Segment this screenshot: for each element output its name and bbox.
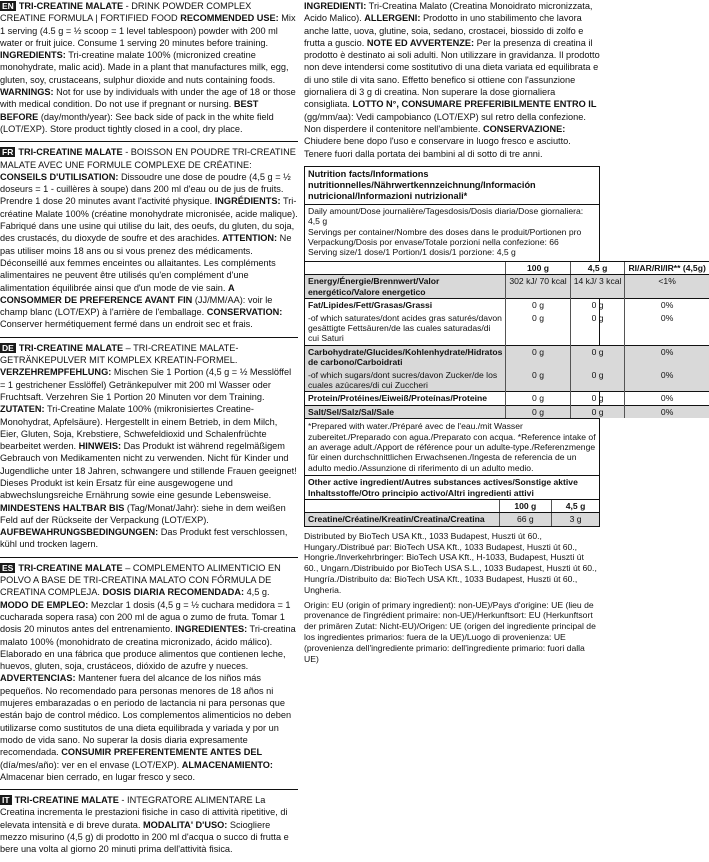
heading-it-lot: LOTTO N°, CONSUMARE PREFERIBILMENTE ENTRO IL (352, 99, 597, 110)
other-col-4-5g: 4,5 g (552, 500, 599, 513)
nutrient-value-100g: 0 g (506, 345, 570, 368)
nutrient-label: Energy/Énergie/Brennwert/Valor energético/Valore energetico (305, 275, 506, 299)
text-it-4: Prodotto in uno stabilimento che lavora anche latte, uova, glutine, soia, sedano, crostacei, biossido di zolfo e frutta a guscio. (304, 13, 584, 48)
text-fr-3: Tri-créatine Malate 100% (créatine monohydrate micronisée, acide malique). Fabriqué dans une usine qui utilise du lait, des oeufs, du gluten, du soja, des crustacés, du dioxyde de soufre et des arachides. (0, 196, 298, 244)
heading-es-warnings: ADVERTENCIAS: (0, 673, 76, 684)
header-blank (305, 500, 499, 513)
text-en-5: (day/month/year): See back side of pack in the white field (LOT/EXP). Store product tightly closed in a cool, dry place. (0, 111, 274, 134)
nutrient-value-100g: 0 g (506, 392, 570, 405)
nutrition-row (305, 275, 709, 299)
nutrient-value-4-5g: 14 kJ/ 3 kcal (570, 275, 625, 299)
serving-size: Serving size/1 dose/1 Portion/1 dosis/1 porzione: 4,5 g (308, 247, 516, 258)
text-es-5: Mantener fuera del alcance de los niños más pequeños. No recomendado para personas menores de 18 años ni mujeres embarazadas o en periodo de lactancia ni para personas que están bajo de control médico. Los complementos alimenticios no deben utilizarse como sustitutos de una dieta equilibrada y variada y por un modo de vida sano. No superar la dosis diaria expresamente recomendada. (0, 673, 292, 758)
text-en-3: Tri-creatine malate 100% (micronized creatine monohydrate, malic acid). Made in a plant that manufactures milk, egg, gluten, soy, crustaceans, sulphur dioxide and nuts containing foods. (0, 50, 289, 85)
nutrient-value-4-5g: 0 g (570, 345, 625, 368)
lang-badge-it: IT (2, 795, 10, 806)
text-de-3: Tri-Creatine Malate 100% (mikronisiertes Creatine-Monohydrat, Apfelsäure). Hergestellt in einem Betrieb, in dem Milch, Eier, Gluten, Soja, Krebstiere, Schwefeldioxid und Schalenfrüchte bearbeitet werden. (0, 404, 278, 452)
heading-it-ingredients: INGREDIENTI: (304, 1, 367, 11)
servings-per-container: Servings per container/Nombre des doses dans le produit/Portionen pro Verpackung/Dosis por envase/Totale porzioni nella confezione: 66 (308, 226, 582, 248)
text-it-1: - INTEGRATORE ALIMENTARE La Creatina incrementa le prestazioni fisiche in caso di attività ripetitive, di elevata intensità e di breve durata. (0, 795, 288, 830)
heading-es-ingredients: INGREDIENTES: (175, 624, 248, 635)
text-it-5: Per la presenza di creatina il prodotto è destinato ai soli adulti. Non utilizzare in gravidanza. Il prodotto non deve intendersi come sostitutivo di una dieta variata ed equilibrata e di uno stile di vita sano. Effetto benefico si ottiene con l'assunzione giornaliera di 3 g di creatina. Non superare la dose giornaliera consigliata. (304, 37, 600, 110)
heading-fr-ingredients: INGRÉDIENTS: (214, 196, 281, 207)
section-de (0, 342, 298, 551)
heading-es-daily-dose: DOSIS DIARIA RECOMENDADA: (102, 587, 245, 598)
other-active-heading-row (305, 476, 599, 500)
divider (0, 337, 298, 338)
nutrition-heading: Nutrition facts/Informations nutritionnelles/Nährwertkennzeichnung/Información nutricional/Informazioni nutrizionali* (305, 167, 599, 205)
nutrient-value-4-5g: 0 g (570, 312, 625, 346)
text-it-6: (gg/mm/aa): Vedi campobianco (LOT/EXP) sul retro della confezione. Non disperdere il contenitore nell'ambiente. (304, 111, 586, 134)
heading-fr-best-before: A CONSOMMER DE PREFERENCE AVANT FIN (0, 282, 235, 305)
text-de-1: – TRI-CREATINE MALATE-GETRÄNKEPULVER MIT KOMPLEX KREATIN-FORMEL. (0, 342, 239, 366)
lang-badge-de: DE (2, 342, 14, 353)
text-fr-5: (JJ/MM/AA): voir le champ blanc (LOT/EXP) à l'arrière de l'emballage. (0, 294, 273, 318)
lang-badge-en: EN (2, 1, 14, 11)
nutrient-value-100g: 0 g (506, 312, 570, 346)
heading-es-best-before: CONSUMIR PREFERENTEMENTE ANTES DEL (61, 747, 263, 758)
nutrition-table-header (305, 261, 709, 274)
nutrient-value-100g: 302 kJ/ 70 kcal (506, 275, 570, 299)
heading-en-ingredients: INGREDIENTS: (0, 50, 66, 61)
nutrient-ri: 0% (625, 392, 709, 405)
header-blank (305, 261, 506, 274)
text-fr-6: Conserver hermétiquement fermé dans un endroit sec et frais. (0, 319, 253, 330)
nutrient-ri: 0% (625, 299, 709, 312)
left-column (0, 0, 298, 862)
heading-it-use: MODALITA' D'USO: (143, 819, 228, 830)
heading-de-best-before: MINDESTENS HALTBAR BIS (0, 502, 125, 513)
text-en-2: Mix 1 serving (4.5 g = ½ scoop = 1 level tablespoon) powder with 200 ml water or fruit juice. Consume 1 serving 20 minutes before training. (0, 13, 296, 48)
heading-it-storage: CONSERVAZIONE: (482, 123, 566, 134)
nutrient-value-4-5g: 0 g (570, 405, 625, 418)
nutrient-value-4-5g: 0 g (570, 299, 625, 312)
other-active-table (305, 475, 599, 526)
divider (0, 789, 298, 790)
nutrient-ri: 0% (625, 405, 709, 418)
section-en (0, 0, 298, 135)
heading-es-storage: ALMACENAMIENTO: (181, 759, 273, 770)
nutrition-row (305, 369, 709, 392)
section-fr (0, 146, 298, 330)
nutrition-notes: *Prepared with water./Préparé avec de l'eau./mit Wasser zubereitet./Preparado con agua./Preparato con acqua. *Reference intake of an average adult./Apport de référence pour un adulte-type./Referenzmenge für einen durchschnittlichen Erwachsenen./Ingesta de referencia de un adulto medio./Assunzione di riferimento di un adulto medio. (305, 418, 599, 475)
nutrient-label: -of which saturates/dont acides gras saturés/davon gesättigte Fettsäuren/de las cuales saturadas/di cui Saturi (308, 312, 502, 344)
heading-en-warnings: WARNINGS: (0, 87, 54, 98)
text-es-2: 4,5 g. (244, 587, 270, 598)
nutrition-row (305, 299, 709, 312)
creatine-100g: 66 g (499, 513, 552, 526)
heading-fr-attention: ATTENTION: (222, 233, 278, 244)
divider (0, 557, 298, 558)
col-ri: RI/AR/RI/IR** (4,5g) (625, 261, 709, 274)
heading-es-use: MODO DE EMPLEO: (0, 599, 89, 610)
heading-fr-storage: CONSERVATION: (206, 307, 283, 318)
other-col-100g: 100 g (499, 500, 552, 513)
nutrient-label: Fat/Lipides/Fett/Grasas/Grassi (305, 299, 506, 312)
nutrient-label: Carbohydrate/Glucides/Kohlenhydrate/Hidratos de carbono/Carboidrati (305, 345, 506, 368)
heading-it-allergens: ALLERGENI: (364, 13, 421, 24)
text-es-7: Almacenar bien cerrado, en lugar fresco y seco. (0, 771, 196, 782)
nutrient-value-4-5g: 0 g (570, 392, 625, 405)
section-it-cont (304, 0, 600, 160)
origin-info: Origin: EU (origin of primary ingredient): non-UE)/Pays d'origine: UE (lieu de provenance de l'ingrédient primaire: non-UE)/Herkunftsort: EU (Herkunftsort der primären Zutat: Nicht-EU)/Origen: UE (origen del ingrediente principal de los ingredientes primarios: fuera de la UE)/Luogo di provenienza: UE (provenienza dell'ingrediente primario: dell'ingrediente primario: fuori dalla UE) (304, 599, 596, 664)
creatine-4-5g: 3 g (552, 513, 599, 526)
text-de-6: Das Produkt fest verschlossen, kühl und trocken lagern. (0, 527, 288, 550)
nutrition-servings-info (305, 205, 599, 261)
text-fr-4: Ne pas utiliser moins 18 ans ou si vous prenez des médicaments. Déconseillé aux femmes enceintes ou allaitantes. Les compléments alimentaires ne peuvent être utilisés qu'en complément d'une alimentation équilibrée ainsi que d'un mode de vie sain. (0, 233, 292, 293)
text-es-6: (día/mes/año): ver en el envase (LOT/EXP). (0, 759, 182, 770)
distribution-info: Distributed by BioTech USA Kft., 1033 Budapest, Huszti út 60., Hungary./Distribué par: BioTech USA Kft., 1033 Budapest, Huszti út 60., Hongrie./Inverkehrbringer: BioTech USA Kft., H-1033, Budapest, Huszti út 60., Ungarn./Distribuido por BioTech USA S.L., 1033 Budapest, Huszti út 60., Hungría./Distribuito da: BioTech USA Kft., 1033 Budapest, Huszti út 60., Ungheria. (304, 530, 597, 595)
right-column (304, 0, 706, 664)
text-it-3: Tri-Creatina Malato (Creatina Monoidrato micronizzata, Acido Malico). (304, 1, 593, 24)
section-it-start (0, 794, 298, 855)
nutrition-row (305, 345, 709, 368)
nutrient-value-100g: 0 g (506, 299, 570, 312)
text-fr-1: - BOISSON EN POUDRE TRI-CREATINE MALATE AVEC UNE FORMULE COMPLEXE DE CRÉATINE: (0, 147, 296, 170)
text-es-1: – COMPLEMENTO ALIMENTICIO EN POLVO A BASE DE TRI-CREATINA MALATO CON FÓRMULA DE CREATINA COMPLEJA. (0, 562, 281, 598)
nutrition-table (305, 261, 709, 418)
text-it-7: Chiudere bene dopo l'uso e conservare in luogo fresco e asciutto. Tenere fuori dalla portata dei bambini al di sotto di tre anni. (304, 136, 571, 159)
other-active-header (305, 500, 599, 513)
text-de-2: Mischen Sie 1 Portion (4,5 g = ½ Messlöffel = 1 gestrichener Esslöffel) Getränkepulver mit 200 ml Wasser oder Fruchtsaft. Verzehren Sie 1 Portion 20 Minuten vor dem Training. (0, 367, 292, 402)
text-it-2: Sciogliere mezzo misurino (4,5 g) di prodotto in 200 ml d'acqua o succo di frutta e bere una volta al giorno 20 minuti prima dell'attività fisica. (0, 819, 289, 855)
col-4-5g: 4,5 g (570, 261, 625, 274)
text-es-4: Tri-creatina malato 100% (monohidrato de creatina micronizado, ácido málico). Elaborado en una fábrica que produce alimentos que contienen leche, huevos, gluten, soja, crustáceos, dióxido de azufre y nueces. (0, 624, 296, 672)
other-active-heading: Other active ingredient/Autres substances actives/Sonstige aktive Inhaltsstoffe/Otro principio activo/Altri ingredienti attivi (305, 476, 599, 500)
col-100g: 100 g (506, 261, 570, 274)
creatine-row (305, 513, 599, 526)
text-de-4: Das Produkt ist während regelmäßigem Gebrauch von Medikamenten nicht zu verwenden. Nicht für Kinder und Jugendliche unter 18 Jahren, schwangere und stillende Frauen geeignet! Dieses Produkt ist kein Ersatz für eine ausgewogene und abwechslungsreiche Ernährung sowie eine gesunde Lebensweise. (0, 441, 297, 501)
text-es-3: Mezclar 1 dosis (4,5 g = ½ cuchara medidora = 1 cucharada sopera rasa) con 200 ml de agua o zumo de fruta. Tomar 1 dosis 20 minutos antes del entrenamiento. (0, 599, 291, 635)
text-fr-2: Dissoudre une dose de poudre (4,5 g = ½ doseurs = 1 - cuillères à soupe) dans 200 ml d'eau ou de jus de fruits. Prendre 1 dose 20 minutes avant l'activité physique. (0, 171, 291, 207)
nutrient-ri: 0% (625, 312, 709, 346)
text-de-5: (Tag/Monat/Jahr): siehe in dem weißen Feld auf der Rückseite der Verpackung (LOT/EXP). (0, 502, 286, 525)
nutrition-row (305, 392, 709, 405)
nutrient-value-100g: 0 g (506, 405, 570, 418)
lang-badge-es: ES (2, 562, 14, 573)
section-es (0, 562, 298, 783)
product-title-es: TRI-CREATINE MALATE (18, 562, 123, 573)
creatine-label: Creatine/Créatine/Kreatin/Creatina/Creatina (305, 513, 499, 526)
heading-en-best-before: BEST BEFORE (0, 99, 259, 122)
heading-de-use: VERZEHREMPFEHLUNG: (0, 367, 112, 378)
divider (0, 141, 298, 142)
nutrition-row (305, 312, 709, 346)
heading-en-use: RECOMMENDED USE: (180, 13, 279, 24)
text-en-4: Not for use by individuals with under the age of 18 or those with medical condition. Do not use if pregnant or nursing. (0, 87, 296, 110)
nutrition-row (305, 405, 709, 418)
heading-de-storage: AUFBEWAHRUNGSBEDINGUNGEN: (0, 527, 159, 538)
nutrition-facts-panel (304, 166, 706, 527)
product-title-en: TRI-CREATINE MALATE (18, 1, 124, 11)
heading-de-ingredients: ZUTATEN: (0, 404, 45, 415)
product-title-fr: TRI-CREATINE MALATE (18, 147, 123, 158)
nutrient-label: Salt/Sel/Salz/Sal/Sale (305, 405, 506, 418)
nutrient-value-4-5g: 0 g (570, 369, 625, 392)
heading-it-notes: NOTE ED AVVERTENZE: (366, 37, 475, 48)
heading-fr-use: CONSEILS D'UTILISATION: (0, 171, 119, 182)
nutrient-label: -of which sugars/dont sucres/davon Zucker/de los cuales azúcares/di cui Zuccheri (305, 369, 506, 392)
product-title-it: TRI-CREATINE MALATE (14, 795, 119, 806)
heading-de-hinweis: HINWEIS: (78, 441, 122, 452)
nutrient-ri: <1% (625, 275, 709, 299)
nutrient-ri: 0% (625, 345, 709, 368)
lang-badge-fr: FR (2, 147, 14, 158)
daily-amount: Daily amount/Dose journalière/Tagesdosis/Dosis diaria/Dose giornaliera: 4,5 g (308, 205, 584, 227)
nutrient-value-100g: 0 g (506, 369, 570, 392)
nutrient-label: Protein/Protéines/Eiweiß/Proteínas/Proteine (305, 392, 506, 405)
nutrient-ri: 0% (625, 369, 709, 392)
product-title-de: TRI-CREATINE MALATE (18, 342, 124, 353)
text-en-1: - DRINK POWDER COMPLEX CREATINE FORMULA | FORTIFIED FOOD (0, 1, 252, 24)
